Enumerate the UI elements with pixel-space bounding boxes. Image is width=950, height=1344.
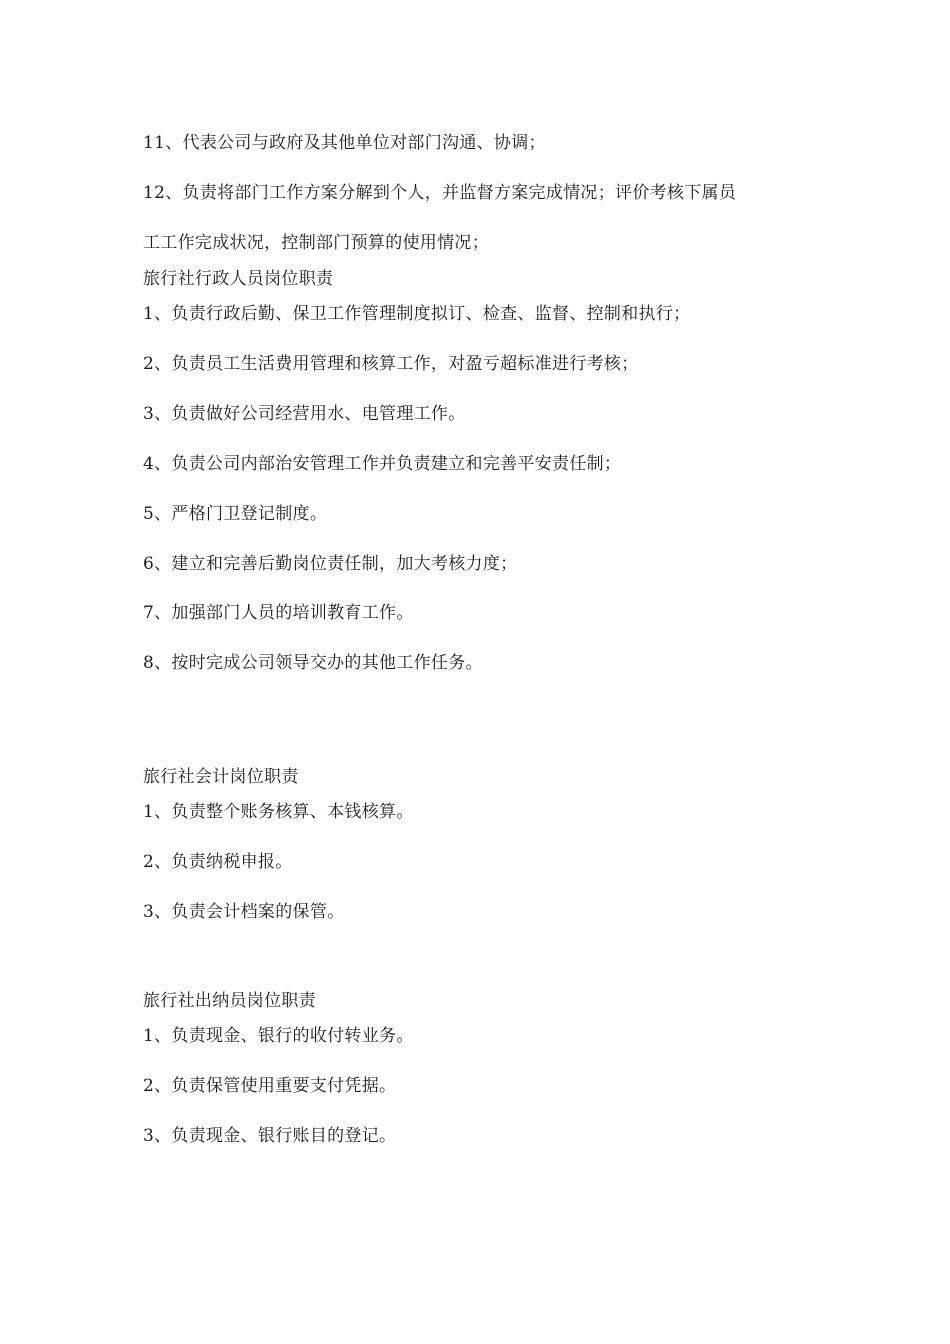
admin-item-3: 3、负责做好公司经营用水、电管理工作。 xyxy=(143,404,466,424)
admin-item-6: 6、建立和完善后勤岗位责任制，加大考核力度； xyxy=(143,554,518,574)
section-title-accounting: 旅行社会计岗位职责 xyxy=(143,767,299,787)
line-11: 11、代表公司与政府及其他单位对部门沟通、协调； xyxy=(143,133,546,153)
line-12-cont: 工工作完成状况，控制部门预算的使用情况； xyxy=(143,233,489,253)
cashier-item-2: 2、负责保管使用重要支付凭据。 xyxy=(143,1076,397,1096)
cashier-item-1: 1、负责现金、银行的收付转业务。 xyxy=(143,1026,414,1046)
admin-item-5: 5、严格门卫登记制度。 xyxy=(143,504,328,524)
accounting-item-3: 3、负责会计档案的保管。 xyxy=(143,902,345,922)
admin-item-1: 1、负责行政后勤、保卫工作管理制度拟订、检查、监督、控制和执行； xyxy=(143,304,691,324)
section-title-admin: 旅行社行政人员岗位职责 xyxy=(143,269,334,289)
cashier-item-3: 3、负责现金、银行账目的登记。 xyxy=(143,1126,397,1146)
admin-item-4: 4、负责公司内部治安管理工作并负责建立和完善平安责任制； xyxy=(143,454,622,474)
admin-item-8: 8、按时完成公司领导交办的其他工作任务。 xyxy=(143,653,483,673)
accounting-item-2: 2、负责纳税申报。 xyxy=(143,852,293,872)
accounting-item-1: 1、负责整个账务核算、本钱核算。 xyxy=(143,802,414,822)
line-12: 12、负责将部门工作方案分解到个人，并监督方案完成情况；评价考核下属员 xyxy=(143,183,737,203)
admin-item-7: 7、加强部门人员的培训教育工作。 xyxy=(143,603,414,623)
section-title-cashier: 旅行社出纳员岗位职责 xyxy=(143,991,316,1011)
admin-item-2: 2、负责员工生活费用管理和核算工作，对盈亏超标准进行考核； xyxy=(143,354,639,374)
